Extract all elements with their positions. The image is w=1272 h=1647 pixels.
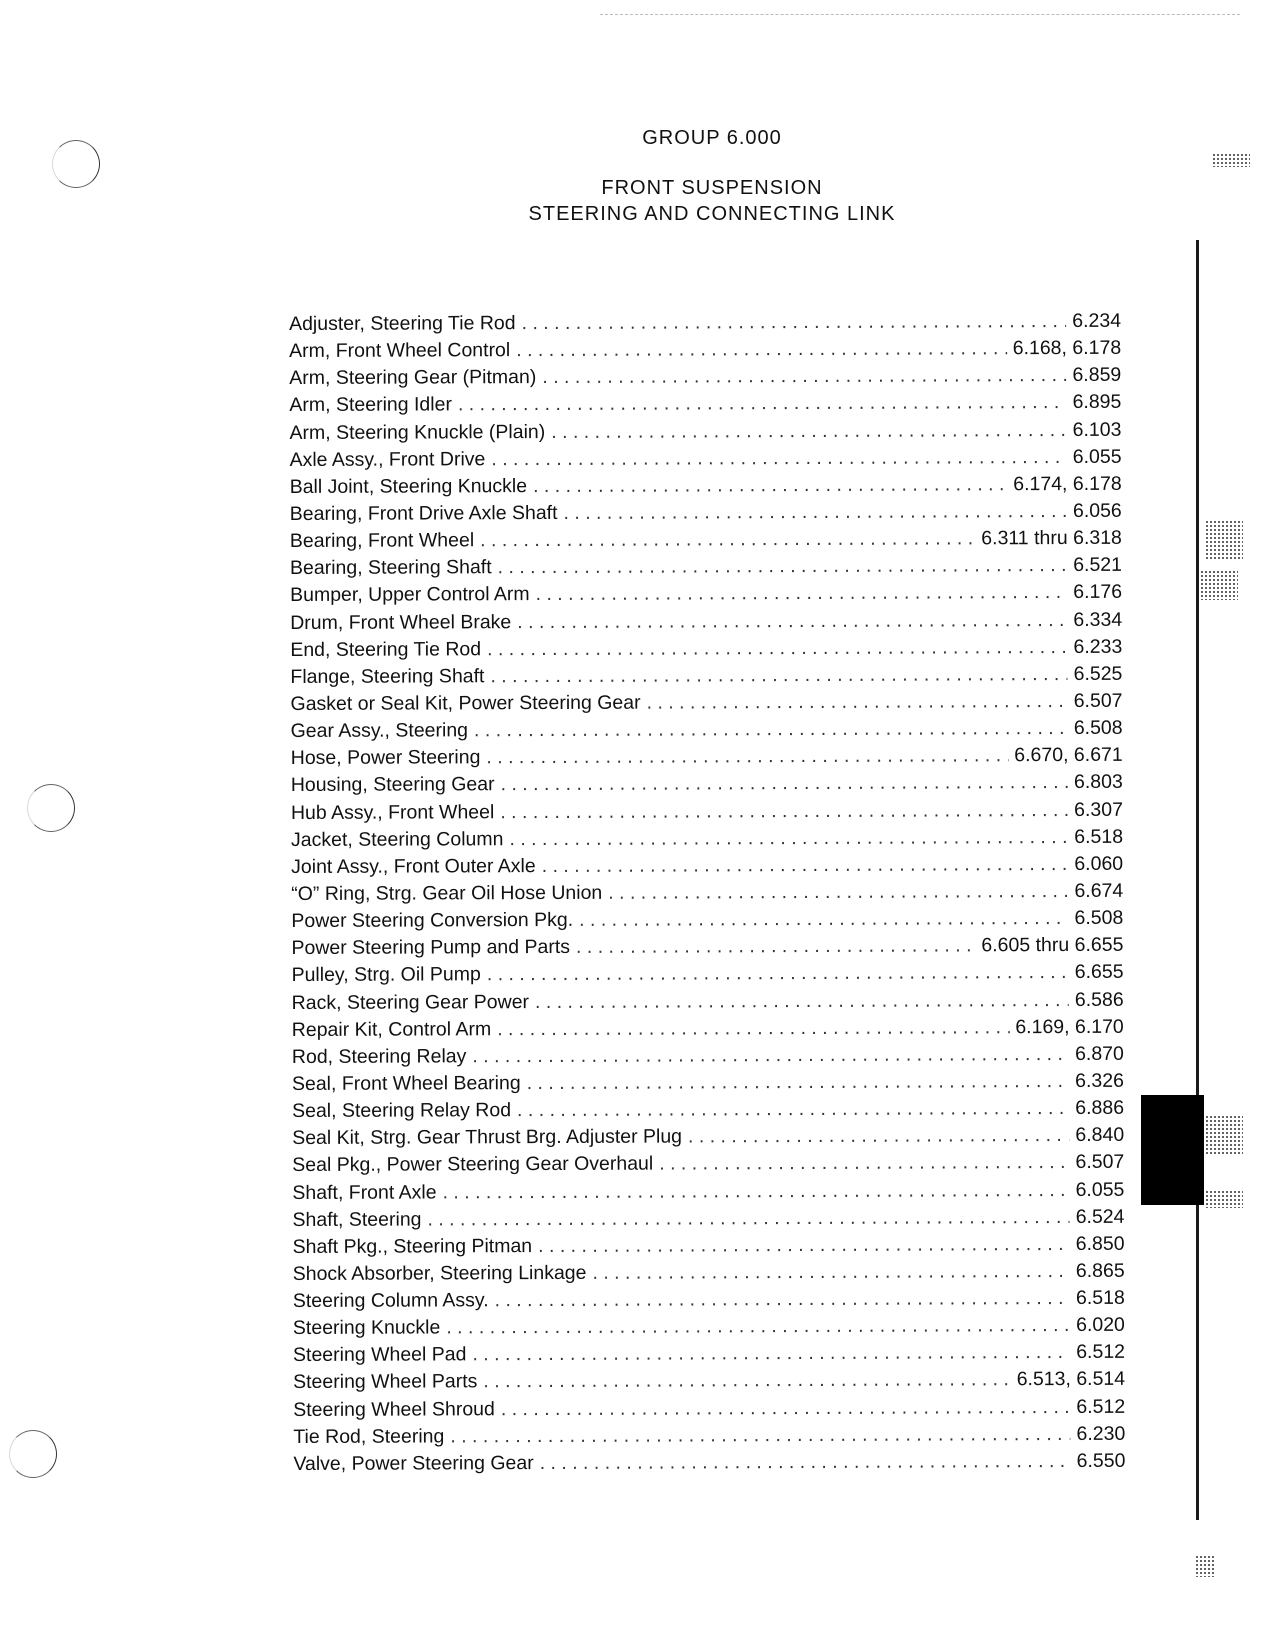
dot-leader — [501, 1394, 1071, 1423]
index-entry — [292, 1122, 1124, 1152]
index-entry — [292, 986, 1124, 1016]
index-entry-page-ref: 6.512 — [1076, 1341, 1126, 1364]
dot-leader — [542, 362, 1066, 391]
index-entry-name: Gasket or Seal Kit, Power Steering Gear — [290, 691, 641, 715]
dot-leader — [516, 335, 1007, 364]
index-entry-name: Seal, Front Wheel Bearing — [291, 1072, 521, 1095]
index-entry — [293, 1231, 1125, 1261]
index-entry-name: Hose, Power Steering — [290, 746, 481, 770]
dot-leader — [533, 471, 1007, 500]
index-entry-name: Axle Assy., Front Drive — [289, 447, 486, 471]
index-entry-name: Gear Assy., Steering — [290, 719, 469, 743]
index-entry — [290, 633, 1122, 663]
index-entry-name: Housing, Steering Gear — [290, 773, 495, 797]
punch-hole-middle — [27, 784, 75, 832]
scan-noise — [1200, 570, 1238, 600]
page-edge-shadow — [1196, 240, 1199, 1520]
index-entry-page-ref: 6.307 — [1074, 798, 1123, 821]
dot-leader — [472, 1041, 1069, 1070]
scan-noise — [1205, 1115, 1243, 1155]
dot-leader — [509, 824, 1068, 853]
index-entry-page-ref: 6.525 — [1073, 662, 1123, 685]
index-entry-page-ref: 6.670, 6.671 — [1014, 744, 1123, 767]
index-entry — [291, 715, 1123, 745]
index-entry-name: Pulley, Strg. Oil Pump — [291, 963, 481, 987]
dot-leader — [458, 389, 1067, 418]
index-entry — [292, 1013, 1124, 1043]
index-entry-page-ref: 6.655 — [1074, 961, 1124, 984]
index-entry-name: Drum, Front Wheel Brake — [290, 610, 512, 634]
index-entry-page-ref: 6.674 — [1074, 879, 1124, 902]
index-entry-page-ref: 6.586 — [1074, 988, 1124, 1011]
index-entry-name: Shaft, Front Axle — [292, 1180, 437, 1204]
index-entry-page-ref: 6.550 — [1076, 1449, 1126, 1472]
index-entry-name: Seal, Steering Relay Rod — [292, 1099, 512, 1123]
dot-leader — [579, 905, 1068, 934]
index-entry — [290, 552, 1122, 582]
index-entry-page-ref: 6.230 — [1076, 1422, 1126, 1445]
index-entry-name: Valve, Power Steering Gear — [293, 1451, 534, 1475]
index-entry — [291, 851, 1123, 881]
index-entry-page-ref: 6.870 — [1075, 1042, 1124, 1065]
index-entry-name: Arm, Front Wheel Control — [289, 339, 511, 363]
index-entry-name: Rack, Steering Gear Power — [291, 990, 530, 1014]
dot-leader — [540, 1448, 1071, 1477]
dot-leader — [522, 308, 1067, 337]
index-entry — [292, 1203, 1124, 1233]
index-entry-name: Bearing, Front Wheel — [289, 529, 475, 553]
index-entry — [290, 498, 1122, 528]
dot-leader — [495, 1285, 1070, 1314]
index-entry — [289, 308, 1121, 338]
index-entry-page-ref: 6.060 — [1074, 852, 1124, 875]
index-entry-name: Joint Assy., Front Outer Axle — [291, 854, 536, 878]
index-entry-name: Arm, Steering Idler — [289, 393, 452, 417]
dot-leader — [446, 1312, 1070, 1342]
dot-leader — [472, 1339, 1070, 1368]
index-entry — [293, 1339, 1125, 1369]
index-entry — [293, 1312, 1125, 1342]
dot-leader — [487, 959, 1069, 988]
index-entry — [292, 1176, 1124, 1206]
index-entry-page-ref: 6.605 thru 6.655 — [981, 934, 1124, 957]
dot-leader — [491, 444, 1067, 473]
index-entry-page-ref: 6.886 — [1075, 1096, 1125, 1120]
index-entry-name: Power Steering Pump and Parts — [291, 936, 571, 960]
index-entry-name: Shaft, Steering — [292, 1208, 422, 1231]
group-title: GROUP 6.000 — [642, 127, 782, 149]
index-entry-name: Bearing, Steering Shaft — [289, 556, 492, 580]
dot-leader — [538, 1231, 1070, 1260]
index-entry-name: Power Steering Conversion Pkg. — [291, 909, 574, 933]
index-entry-page-ref: 6.234 — [1072, 309, 1122, 332]
index-entry-page-ref: 6.518 — [1075, 1286, 1125, 1310]
parts-index-list — [289, 308, 1125, 1478]
index-entry-page-ref: 6.169, 6.170 — [1015, 1015, 1124, 1038]
index-entry-name: “O” Ring, Strg. Gear Oil Hose Union — [291, 881, 603, 905]
dot-leader — [517, 607, 1067, 636]
index-entry-name: Arm, Steering Knuckle (Plain) — [289, 420, 546, 444]
index-entry-name: Bearing, Front Drive Axle Shaft — [289, 501, 558, 525]
index-entry — [293, 1285, 1125, 1315]
dot-leader — [442, 1177, 1069, 1207]
index-entry — [291, 905, 1123, 935]
index-entry-page-ref: 6.168, 6.178 — [1012, 336, 1122, 360]
index-entry-page-ref: 6.512 — [1076, 1395, 1126, 1418]
index-entry-name: Bumper, Upper Control Arm — [290, 583, 530, 607]
index-entry-name: Hub Assy., Front Wheel — [290, 800, 495, 824]
index-entry-page-ref: 6.056 — [1072, 499, 1122, 522]
index-entry — [290, 471, 1122, 501]
index-entry-name: Jacket, Steering Column — [290, 827, 504, 851]
index-entry — [292, 1095, 1124, 1125]
index-entry — [290, 525, 1122, 555]
index-entry-name: Steering Wheel Parts — [293, 1370, 478, 1394]
index-entry-name: Steering Wheel Shroud — [293, 1397, 495, 1421]
scan-noise — [1205, 520, 1243, 560]
index-entry-name: Arm, Steering Gear (Pitman) — [289, 366, 537, 390]
index-entry — [289, 335, 1121, 365]
index-entry — [293, 1258, 1125, 1288]
scan-noise — [1195, 1555, 1215, 1577]
dot-leader — [501, 769, 1069, 798]
scan-noise — [1212, 153, 1250, 167]
section-tab-marker — [1141, 1095, 1204, 1205]
index-entry-page-ref: 6.840 — [1075, 1124, 1125, 1147]
index-entry-page-ref: 6.803 — [1073, 771, 1123, 794]
dot-leader — [592, 1258, 1070, 1287]
index-entry-name: Adjuster, Steering Tie Rod — [289, 312, 516, 335]
index-entry-page-ref: 6.334 — [1073, 608, 1123, 631]
index-entry-name: Seal Pkg., Power Steering Gear Overhaul — [292, 1152, 654, 1177]
index-entry — [293, 1366, 1125, 1396]
scan-noise — [1205, 1190, 1243, 1208]
index-entry-page-ref: 6.507 — [1075, 1151, 1125, 1174]
index-entry — [290, 444, 1122, 474]
dot-leader — [497, 1014, 1009, 1043]
index-entry — [290, 606, 1122, 636]
index-entry — [291, 878, 1123, 908]
index-entry-name: Repair Kit, Control Arm — [291, 1017, 492, 1041]
index-entry — [293, 1448, 1125, 1478]
index-entry — [289, 416, 1121, 446]
index-entry-page-ref: 6.859 — [1072, 364, 1122, 387]
punch-hole-bottom — [9, 1430, 57, 1478]
dot-leader — [647, 688, 1068, 717]
index-entry-page-ref: 6.895 — [1072, 391, 1122, 414]
index-entry-page-ref: 6.055 — [1072, 445, 1122, 468]
index-entry-page-ref: 6.020 — [1076, 1314, 1125, 1337]
index-entry-name: Steering Column Assy. — [292, 1289, 489, 1313]
index-entry-page-ref: 6.508 — [1073, 716, 1123, 740]
index-entry-page-ref: 6.174, 6.178 — [1013, 472, 1122, 496]
dot-leader — [542, 851, 1069, 880]
index-entry-name: Shock Absorber, Steering Linkage — [292, 1261, 587, 1285]
index-entry — [290, 579, 1122, 609]
index-entry — [292, 1068, 1124, 1098]
index-entry — [292, 1149, 1124, 1179]
scan-edge-line — [600, 14, 1240, 15]
index-entry — [290, 661, 1122, 691]
dot-leader — [498, 552, 1068, 581]
dot-leader — [535, 987, 1069, 1016]
index-entry-page-ref: 6.311 thru 6.318 — [981, 526, 1122, 550]
index-entry — [291, 769, 1123, 799]
dot-leader — [427, 1204, 1069, 1234]
index-entry — [291, 932, 1123, 962]
dot-leader — [486, 742, 1008, 771]
index-entry — [290, 688, 1122, 718]
index-entry-page-ref: 6.865 — [1075, 1259, 1125, 1282]
index-entry-name: End, Steering Tie Rod — [290, 637, 482, 661]
index-entry-page-ref: 6.326 — [1075, 1069, 1125, 1092]
dot-leader — [490, 661, 1067, 690]
dot-leader — [563, 498, 1067, 527]
dot-leader — [659, 1149, 1069, 1178]
dot-leader — [517, 1095, 1069, 1124]
dot-leader — [688, 1122, 1069, 1151]
dot-leader — [576, 933, 975, 962]
index-entry — [289, 389, 1121, 419]
dot-leader — [608, 878, 1068, 907]
index-entry-page-ref: 6.055 — [1075, 1178, 1125, 1201]
dot-leader — [483, 1367, 1010, 1396]
dot-leader — [500, 797, 1068, 826]
index-entry-page-ref: 6.233 — [1073, 635, 1123, 658]
dot-leader — [480, 525, 975, 554]
dot-leader — [527, 1068, 1070, 1097]
index-entry-page-ref: 6.176 — [1073, 581, 1123, 604]
dot-leader — [450, 1421, 1070, 1451]
index-entry-page-ref: 6.850 — [1075, 1232, 1125, 1255]
index-entry-page-ref: 6.521 — [1073, 554, 1123, 577]
index-entry-name: Rod, Steering Relay — [291, 1045, 467, 1068]
index-entry-name: Flange, Steering Shaft — [290, 665, 485, 688]
section-subtitle: STEERING AND CONNECTING LINK — [528, 203, 896, 225]
index-entry — [291, 742, 1123, 772]
index-entry — [291, 823, 1123, 853]
index-entry-name: Steering Wheel Pad — [292, 1343, 467, 1367]
index-entry-page-ref: 6.507 — [1073, 689, 1123, 712]
index-entry — [291, 796, 1123, 826]
index-entry — [293, 1421, 1125, 1451]
index-entry — [293, 1393, 1125, 1423]
index-entry-name: Seal Kit, Strg. Gear Thrust Brg. Adjuster Plug — [292, 1125, 683, 1150]
index-entry-name: Ball Joint, Steering Knuckle — [289, 474, 528, 498]
index-entry-name: Steering Knuckle — [292, 1316, 441, 1340]
dot-leader — [536, 579, 1068, 608]
index-entry — [289, 362, 1121, 392]
index-entry-page-ref: 6.508 — [1074, 906, 1124, 930]
index-entry-page-ref: 6.518 — [1074, 825, 1124, 848]
dot-leader — [551, 417, 1067, 446]
index-entry-name: Tie Rod, Steering — [293, 1425, 445, 1448]
index-entry — [292, 959, 1124, 989]
dot-leader — [487, 634, 1067, 663]
index-entry-page-ref: 6.103 — [1072, 418, 1122, 441]
index-entry-name: Shaft Pkg., Steering Pitman — [292, 1234, 533, 1258]
index-entry-page-ref: 6.524 — [1075, 1205, 1125, 1228]
index-entry — [292, 1041, 1124, 1071]
section-title: FRONT SUSPENSION — [601, 177, 823, 199]
dot-leader — [474, 715, 1068, 744]
index-entry-page-ref: 6.513, 6.514 — [1016, 1368, 1126, 1391]
